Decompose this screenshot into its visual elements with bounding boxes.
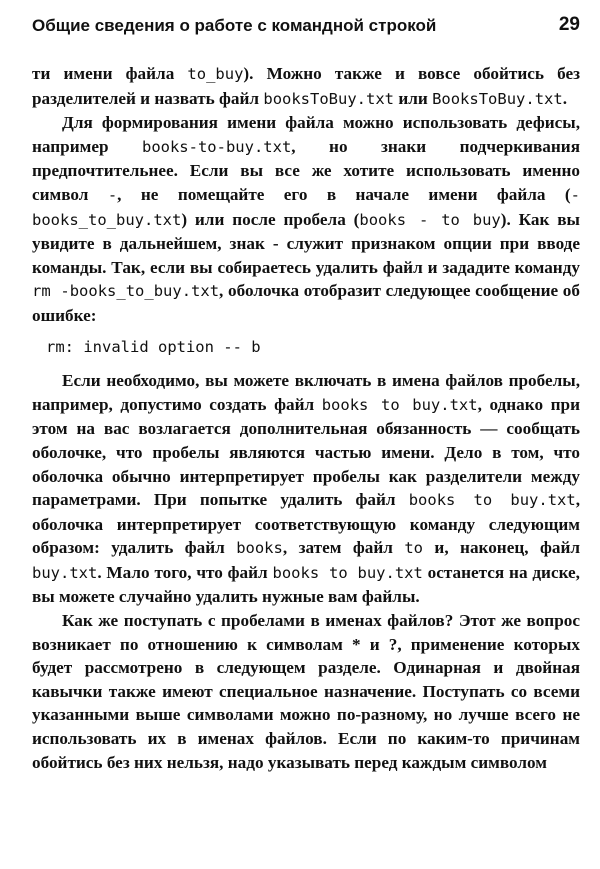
- text-run: или: [394, 88, 433, 108]
- running-header-title: Общие сведения о работе с командной строкой: [32, 16, 437, 35]
- inline-code: BooksToBuy.txt: [432, 89, 563, 108]
- paragraph-4: Как же поступать с пробелами в именах файлов? Этот же вопрос возникает по отношению к символам * и ?, применение которых будет рассмотрено в следующем разделе. Одинарная и двойная кавычки также имеют специальное назначение. Поступать со всеми указанными выше символами можно по-разному, но лучше всего не использовать их в именах файлов. Если по каким-то причинам обойтись без них нельзя, надо указывать перед каждым символом: [32, 611, 580, 772]
- text-run: , затем файл: [282, 538, 405, 558]
- inline-code: books to buy.txt: [408, 491, 576, 510]
- text-run: Для формирования имени файла можно использовать дефисы, например: [32, 113, 580, 156]
- text-run: останется на диске, вы можете случайно удалить нужные вам файлы.: [32, 562, 580, 607]
- inline-code: books - to buy: [359, 210, 501, 229]
- text-run: , оболочка интерпретирует соответствующую команду следующим образом: удалить файл: [32, 490, 581, 558]
- text-run: , не помещайте его в начале имени файла (: [117, 184, 571, 204]
- text-run: , оболочка отобразит следующее сообщение об ошибке:: [32, 281, 580, 325]
- code-example: rm: invalid option -- b: [46, 337, 261, 356]
- inline-code: -: [107, 185, 118, 204]
- text-run: ). Можно также и вовсе обойтись без разделителей и назвать файл: [32, 64, 580, 108]
- running-header: [32, 10, 580, 44]
- paragraph-1: [32, 62, 580, 111]
- text-run: , но знаки подчеркивания предпочтительнее. Если вы все же хотите использовать именно символ: [32, 136, 580, 204]
- inline-code: booksToBuy.txt: [263, 89, 395, 108]
- text-run: ) или после пробела (: [181, 209, 360, 229]
- text-run: . Мало того, что файл: [97, 562, 273, 582]
- inline-code: books-to-buy.txt: [141, 137, 292, 156]
- inline-code: books: [236, 539, 283, 558]
- page-body: [32, 62, 580, 774]
- text-run: ти имени файла: [32, 64, 188, 83]
- text-run: , однако при этом на вас возлагается дополнительная обязанность — сообщать оболочке, что пробелы являются частью имени. Дело в том, что оболочка обычно интерпретирует пробелы как разделители между параметрами. При попытке удалить файл: [32, 394, 580, 510]
- text-run: и, наконец, файл: [422, 538, 580, 558]
- inline-code: books to buy.txt: [272, 563, 423, 582]
- inline-code: books to buy.txt: [321, 395, 478, 414]
- page-number: 29: [558, 14, 580, 35]
- text-run: .: [562, 88, 568, 108]
- paragraph-3: [32, 369, 580, 609]
- inline-code: -books_to_buy.txt: [32, 185, 580, 229]
- text-run: Если необходимо, вы можете включать в имена файлов пробелы, например, допустимо создать файл: [32, 371, 580, 414]
- inline-code: buy.txt: [32, 563, 98, 582]
- text-run: ). Как вы увидите в дальнейшем, знак - служит признаком опции при вводе команды. Так, если вы собираетесь удалить файл и зададите команду: [32, 209, 580, 277]
- inline-code: to_buy: [187, 65, 244, 83]
- paragraph-2: [32, 111, 580, 327]
- inline-code: rm -books_to_buy.txt: [32, 282, 220, 301]
- inline-code: to: [404, 539, 423, 558]
